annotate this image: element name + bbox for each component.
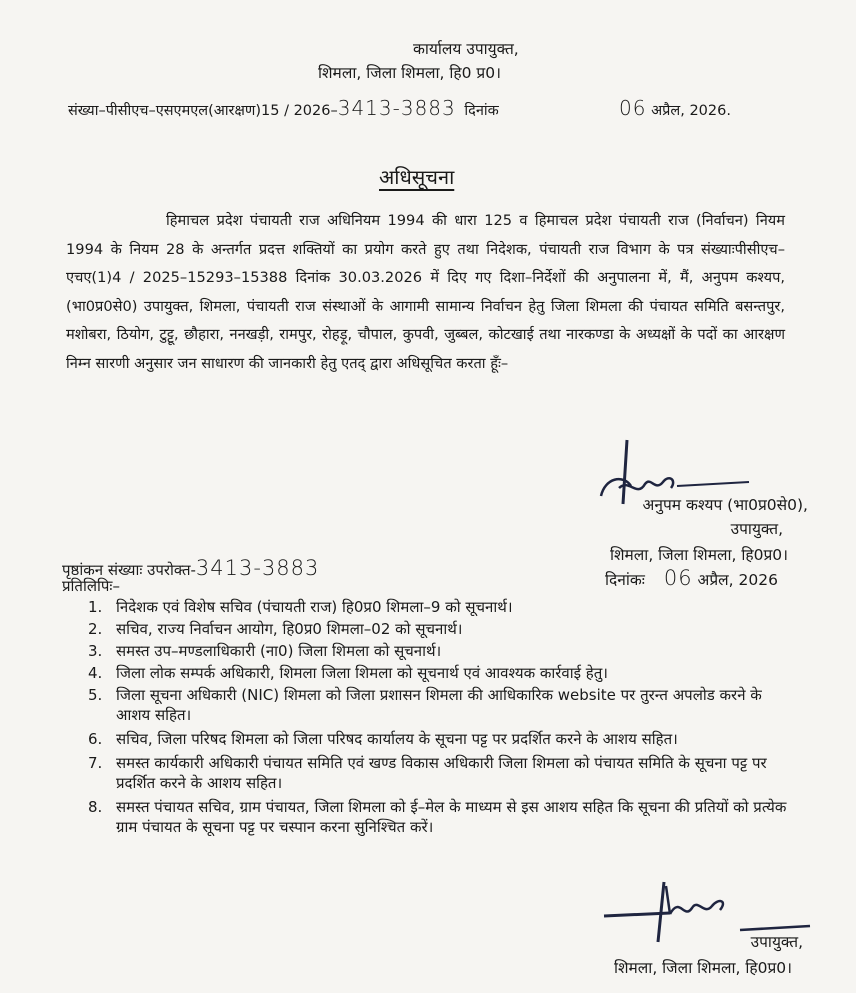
item-number: 5. (88, 686, 103, 704)
signatory-date-label: दिनांकः (605, 571, 645, 589)
reference-line (68, 96, 499, 120)
item-number: 8. (88, 798, 103, 816)
page-title: अधिसूचना (379, 165, 455, 189)
copy-to-list (88, 597, 788, 837)
signatory-date-handwritten: 06 (663, 566, 693, 590)
item-text: सचिव, राज्य निर्वाचन आयोग, हि0प्र0 शिमला–02 को सूचनार्थ। (116, 620, 463, 638)
copy-to-item (88, 619, 788, 639)
item-text: समस्त उप–मण्डलाधिकारी (ना0) जिला शिमला को सूचनार्थ। (116, 642, 442, 660)
signatory-date-month-year: अप्रैल, 2026 (697, 571, 778, 589)
item-text: सचिव, जिला परिषद शिमला को जिला परिषद कार्यालय के सूचना पट्ट पर प्रदर्शित करने के आशय सहित। (116, 730, 678, 748)
copy-to-item (88, 797, 788, 837)
item-number: 4. (88, 664, 103, 682)
copy-to-item (88, 597, 788, 617)
reference-date-label: दिनांक (464, 103, 499, 119)
copy-to-label: प्रतिलिपिः– (62, 577, 120, 595)
signatory-name: अनुपम कश्यप (भा0प्र0से0), (642, 496, 808, 514)
endorsement-number-handwritten: 3413-3883 (195, 556, 320, 580)
footer-location: शिमला, जिला शिमला, हि0प्र0। (613, 959, 792, 977)
item-text: जिला लोक सम्पर्क अधिकारी, शिमला जिला शिमला को सूचनार्थ एवं आवश्यक कार्रवाई हेतु। (116, 664, 608, 682)
footer-designation: उपायुक्त, (750, 933, 803, 951)
signatory-designation: उपायुक्त, (730, 520, 783, 538)
office-title: कार्यालय उपायुक्त, (413, 40, 519, 58)
item-number: 7. (88, 754, 103, 772)
copy-to-item (88, 641, 788, 661)
copy-to-item (88, 729, 788, 749)
signatory-date (605, 566, 778, 590)
item-number: 3. (88, 642, 103, 660)
item-number: 6. (88, 730, 103, 748)
reference-date-handwritten: 06 (619, 96, 647, 120)
copy-to-item (88, 685, 788, 725)
reference-date (619, 96, 731, 120)
office-address: शिमला, जिला शिमला, हि0 प्र0। (318, 64, 501, 82)
copy-to-item (88, 663, 788, 683)
item-text: निदेशक एवं विशेष सचिव (पंचायती राज) हि0प्र0 शिमला–9 को सूचनार्थ। (116, 598, 513, 616)
item-number: 1. (88, 598, 103, 616)
notification-body: हिमाचल प्रदेश पंचायती राज अधिनियम 1994 की धारा 125 व हिमाचल प्रदेश पंचायती राज (निर्वाचन) नियम 1994 के नियम 28 के अन्तर्गत प्रदत्त शक्तियों का प्रयोग करते हुए तथा निदेशक, पंचायती राज विभाग के पत्र संख्याःपीसीएच–एचए(1)4 / 2025–15293–15388 दिनांक 30.03.2026 में दिए गए दिशा–निर्देशों की अनुपालना में, मैं, अनुपम कश्यप, (भा0प्र0से0) उपायुक्त, शिमला, पंचायती राज संस्थाओं के आगामी सामान्य निर्वाचन हेतु जिला शिमला की पंचायत समिति बसन्तपुर, मशोबरा, ठियोग, टुट्टू, छौहारा, ननखड़ी, रामपुर, रोहड़ू, चौपाल, कुपवी, जुब्बल, कोटखाई तथा नारकण्डा के अध्यक्षों के पदों का आरक्षण निम्न सारणी अनुसार जन साधारण की जानकारी हेतु एतद् द्वारा अधिसूचित करता हूँः– (66, 212, 785, 372)
item-text: जिला सूचना अधिकारी (NIC) शिमला को जिला प्रशासन शिमला की आधिकारिक website पर तुरन्त अपलोड करने के आशय सहित। (116, 686, 762, 724)
signatory-location: शिमला, जिला शिमला, हि0प्र0। (609, 546, 788, 564)
reference-prefix: संख्या–पीसीएच–एसएमएल(आरक्षण)15 / 2026– (68, 103, 338, 119)
item-text: समस्त कार्यकारी अधिकारी पंचायत समिति एवं खण्ड विकास अधिकारी जिला शिमला को पंचायत समिति के सूचना पट्ट पर प्रदर्शित करने के आशय सहित। (116, 754, 767, 792)
reference-date-month-year: अप्रैल, 2026. (651, 103, 731, 119)
endorsement-number-label: पृष्ठांकन संख्याः उपरोक्त- (62, 561, 196, 579)
item-number: 2. (88, 620, 103, 638)
item-text: समस्त पंचायत सचिव, ग्राम पंचायत, जिला शिमला को ई–मेल के माध्यम से इस आशय सहित कि सूचना की प्रतियों को प्रत्येक ग्राम पंचायत के सूचना पट्ट पर चस्पान करना सुनिश्चित करें। (116, 798, 787, 836)
reference-number-handwritten: 3413-3883 (337, 96, 456, 120)
copy-to-item (88, 753, 788, 793)
